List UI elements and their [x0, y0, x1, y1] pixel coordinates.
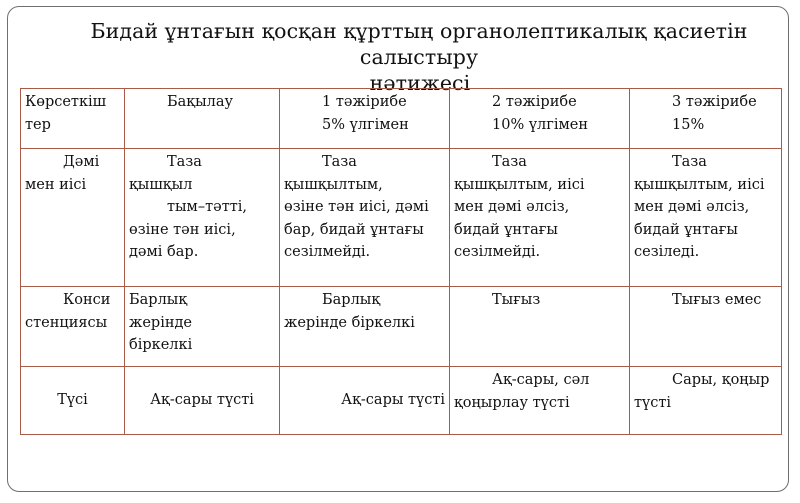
cell-line: дәмі бар.	[129, 244, 199, 260]
cell-line: жерінде біркелкі	[284, 314, 415, 331]
row-consistency-exp3	[630, 287, 782, 367]
cell-line: мен иісі	[25, 176, 87, 193]
header-exp3-line: 15%	[672, 116, 705, 133]
row-taste-indicator	[21, 149, 125, 287]
row-consistency-indicator	[21, 287, 125, 367]
header-indicator-line: Көрсеткіш	[25, 94, 107, 110]
cell-line: мен дәмі әлсіз,	[634, 199, 750, 215]
row-color-exp2	[450, 367, 630, 435]
title-line-1: Бидай ұнтағын қосқан құрттың органолептикалық қасиетін салыстыру	[90, 19, 748, 69]
title-line-2: нәтижесі	[369, 71, 471, 95]
row-color-exp1	[280, 367, 450, 435]
cell-line: Таза	[167, 154, 202, 170]
cell-line: жерінде	[129, 314, 193, 331]
table-header-row	[21, 89, 782, 149]
row-consistency-control	[125, 287, 280, 367]
header-control	[125, 89, 280, 149]
header-exp1-line: 1 тәжірибе	[322, 94, 407, 110]
table-row	[21, 149, 782, 287]
row-taste-exp3	[630, 149, 782, 287]
header-exp2	[450, 89, 630, 149]
cell-line: Таза	[322, 154, 357, 170]
cell-line: Түсі	[57, 392, 88, 409]
header-control-label: Бақылау	[167, 94, 234, 110]
cell-line: стенциясы	[25, 314, 108, 331]
header-exp3-line: 3 тәжірибе	[672, 94, 757, 110]
cell-line: өзіне тән иісі,	[129, 221, 236, 238]
header-exp2-line: 2 тәжірибе	[492, 94, 577, 110]
cell-line: Сары, қоңыр	[672, 372, 770, 388]
cell-line: Тығыз емес	[672, 292, 762, 308]
row-color-indicator	[21, 367, 125, 435]
header-exp1	[280, 89, 450, 149]
cell-line: қышқыл	[129, 176, 193, 193]
cell-line: біркелкі	[129, 337, 193, 353]
cell-line: тым–тәтті,	[167, 199, 247, 215]
cell-line: сезіледі.	[634, 244, 700, 260]
cell-line: бар, бидай ұнтағы	[284, 221, 424, 238]
cell-line: Таза	[672, 154, 707, 170]
cell-line: Ақ-сары, сәл	[492, 372, 590, 388]
comparison-table	[20, 88, 782, 435]
row-taste-exp1	[280, 149, 450, 287]
cell-line: Конси	[63, 292, 111, 308]
header-indicator	[21, 89, 125, 149]
row-taste-exp2	[450, 149, 630, 287]
page-title	[60, 18, 760, 96]
cell-line: қышқылтым, иісі	[454, 176, 585, 193]
row-color-exp3	[630, 367, 782, 435]
cell-line: Ақ-сары түсті	[341, 392, 445, 409]
row-consistency-exp1	[280, 287, 450, 367]
cell-line: Барлық	[129, 292, 188, 308]
header-exp1-line: 5% үлгімен	[322, 116, 409, 133]
row-color-control	[125, 367, 280, 435]
cell-line: Дәмі	[63, 154, 100, 170]
cell-line: Ақ-сары түсті	[150, 392, 254, 409]
cell-line: өзіне тән иісі, дәмі	[284, 199, 429, 215]
cell-line: қышқылтым, иісі	[634, 176, 765, 193]
row-consistency-exp2	[450, 287, 630, 367]
row-taste-control	[125, 149, 280, 287]
table-row	[21, 287, 782, 367]
cell-line: бидай ұнтағы	[634, 221, 738, 238]
header-indicator-line: тер	[25, 116, 51, 133]
cell-line: қышқылтым,	[284, 176, 383, 193]
cell-line: Таза	[492, 154, 527, 170]
cell-line: бидай ұнтағы	[454, 221, 558, 238]
cell-line: Тығыз	[492, 292, 541, 308]
cell-line: мен дәмі әлсіз,	[454, 199, 570, 215]
header-exp3	[630, 89, 782, 149]
header-exp2-line: 10% үлгімен	[492, 116, 588, 133]
cell-line: қоңырлау түсті	[454, 394, 570, 411]
cell-line: түсті	[634, 394, 671, 411]
cell-line: сезілмейді.	[284, 244, 371, 260]
cell-line: сезілмейді.	[454, 244, 541, 260]
table-row	[21, 367, 782, 435]
cell-line: Барлық	[322, 292, 381, 308]
